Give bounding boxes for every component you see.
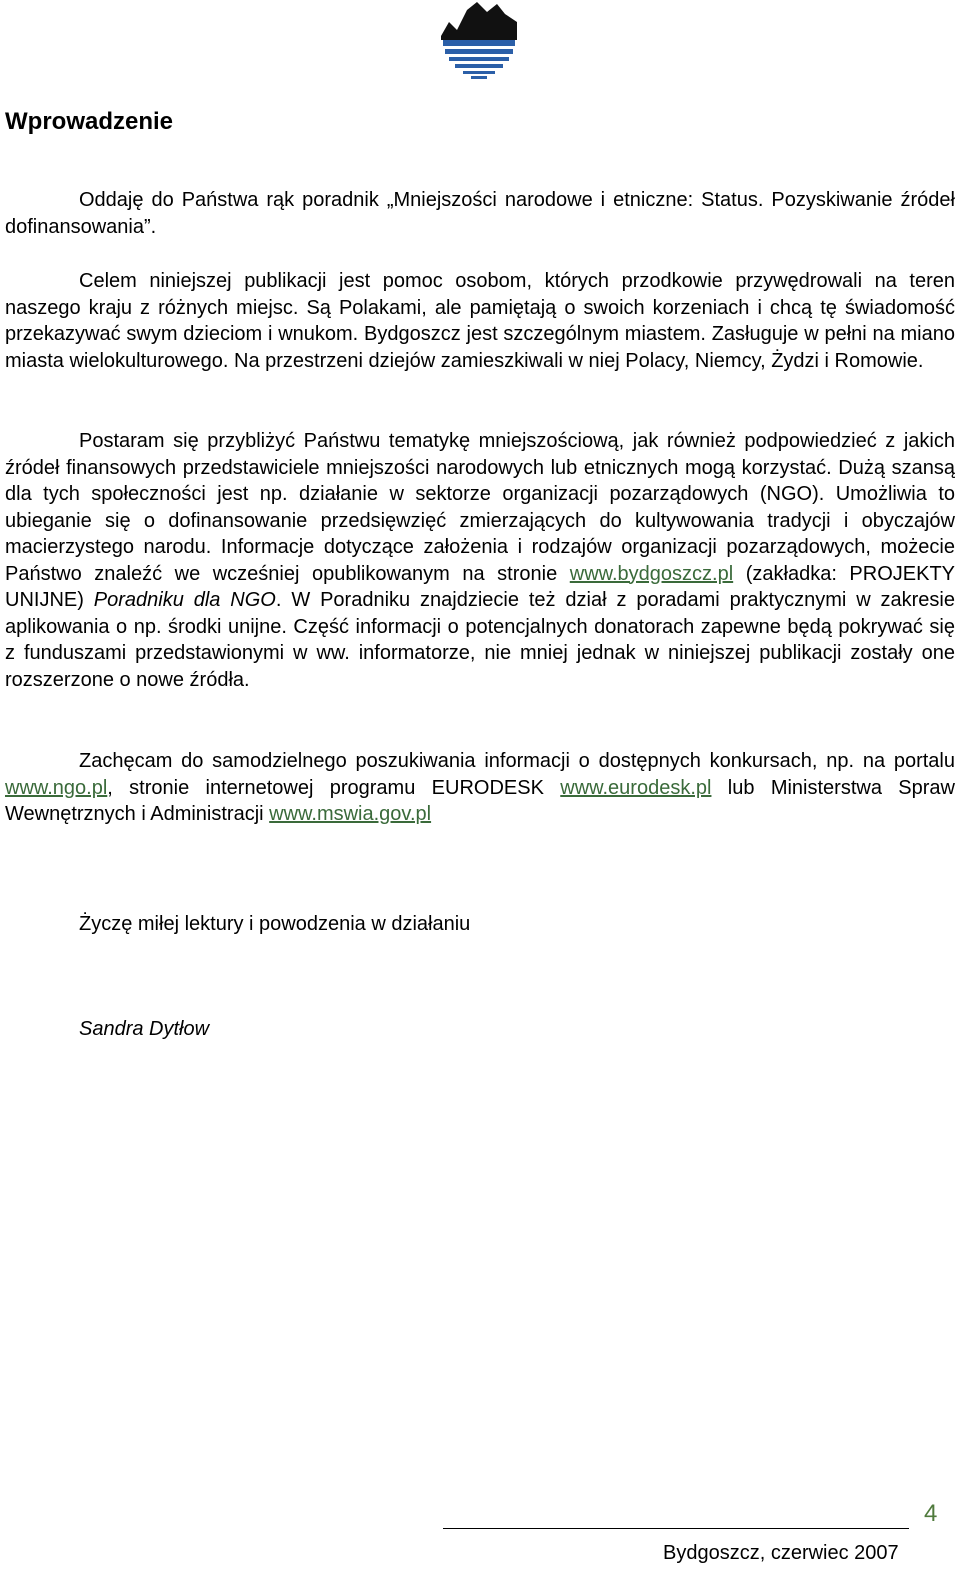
closing-wish: Życzę miłej lektury i powodzenia w działaniu — [79, 913, 471, 935]
funding-text-1: Postaram się przybliżyć Państwu tematykę mniejszościową, jak również podpowiedzieć z jakich źródeł finansowych przedstawiciele mniejszości narodowych lub etnicznych mogą korzystać. Dużą szansą dla tych społeczności jest np. działanie w sektorze organizacji pozarządowych (NGO). Umożliwia to ubieganie się o dofinansowanie przedsięwzięć zmierzających do kultywowania tradycji i obyczajów macierzystego narodu. Informacje dotyczące założenia i rodzajów organizacji pozarządowych, możecie Państwo znaleźć we wcześniej opublikowanym na stronie — [5, 430, 955, 585]
bydgoszcz-link[interactable]: www.bydgoszcz.pl — [569, 562, 734, 585]
portals-text-1: Zachęcam do samodzielnego poszukiwania informacji o dostępnych konkursach, np. na portalu — [79, 750, 955, 772]
ngo-link[interactable]: www.ngo.pl — [5, 776, 108, 799]
city-logo-icon — [441, 2, 517, 80]
eurodesk-link[interactable]: www.eurodesk.pl — [560, 776, 712, 799]
intro-paragraph: Oddaję do Państwa rąk poradnik „Mniejszości narodowe i etniczne: Status. Pozyskiwanie źródeł dofinansowania”. — [5, 189, 955, 238]
page-title: Wprowadzenie — [5, 108, 174, 135]
author-signature: Sandra Dytłow — [79, 1018, 210, 1040]
funding-text-3: . W Poradniku znajdziecie też dział z poradami praktycznymi w zakresie aplikowania o np. środki unijne. Część informacji o potencjalnych donatorach zapewne będą pokrywać się z funduszami przedstawionymi w ww. informatorze, nie mniej jednak w niniejszej publikacji zostały one rozszerzone o nowe źródła. — [5, 589, 955, 691]
page-number: 4 — [924, 1500, 938, 1527]
portals-paragraph — [5, 748, 955, 828]
purpose-paragraph: Celem niniejszej publikacji jest pomoc osobom, których przodkowie przywędrowali na teren naszego kraju z różnych miejsc. Są Polakami, ale pamiętają o swoich korzeniach i chcą tę świadomość przekazywać swym dzieciom i wnukom. Bydgoszcz jest szczególnym miastem. Zasługuje w pełni na miano miasta wielokulturowego. Na przestrzeni dziejów zamieszkiwali w niej Polacy, Niemcy, Żydzi i Romowie. — [5, 270, 955, 372]
portals-text-3: lub Ministerstwa Spraw Wewnętrznych i Administracji — [5, 776, 955, 825]
funding-paragraph — [5, 428, 955, 693]
funding-text-2: (zakładka: PROJEKTY UNIJNE) — [5, 562, 955, 611]
footer-place-date: Bydgoszcz, czerwiec 2007 — [663, 1542, 899, 1564]
footer-divider — [443, 1528, 909, 1529]
mswia-link[interactable]: www.mswia.gov.pl — [269, 803, 432, 825]
ngo-guide-title: Poradniku dla NGO — [93, 589, 276, 611]
portals-text-2: , stronie internetowej programu EURODESK — [107, 776, 561, 799]
